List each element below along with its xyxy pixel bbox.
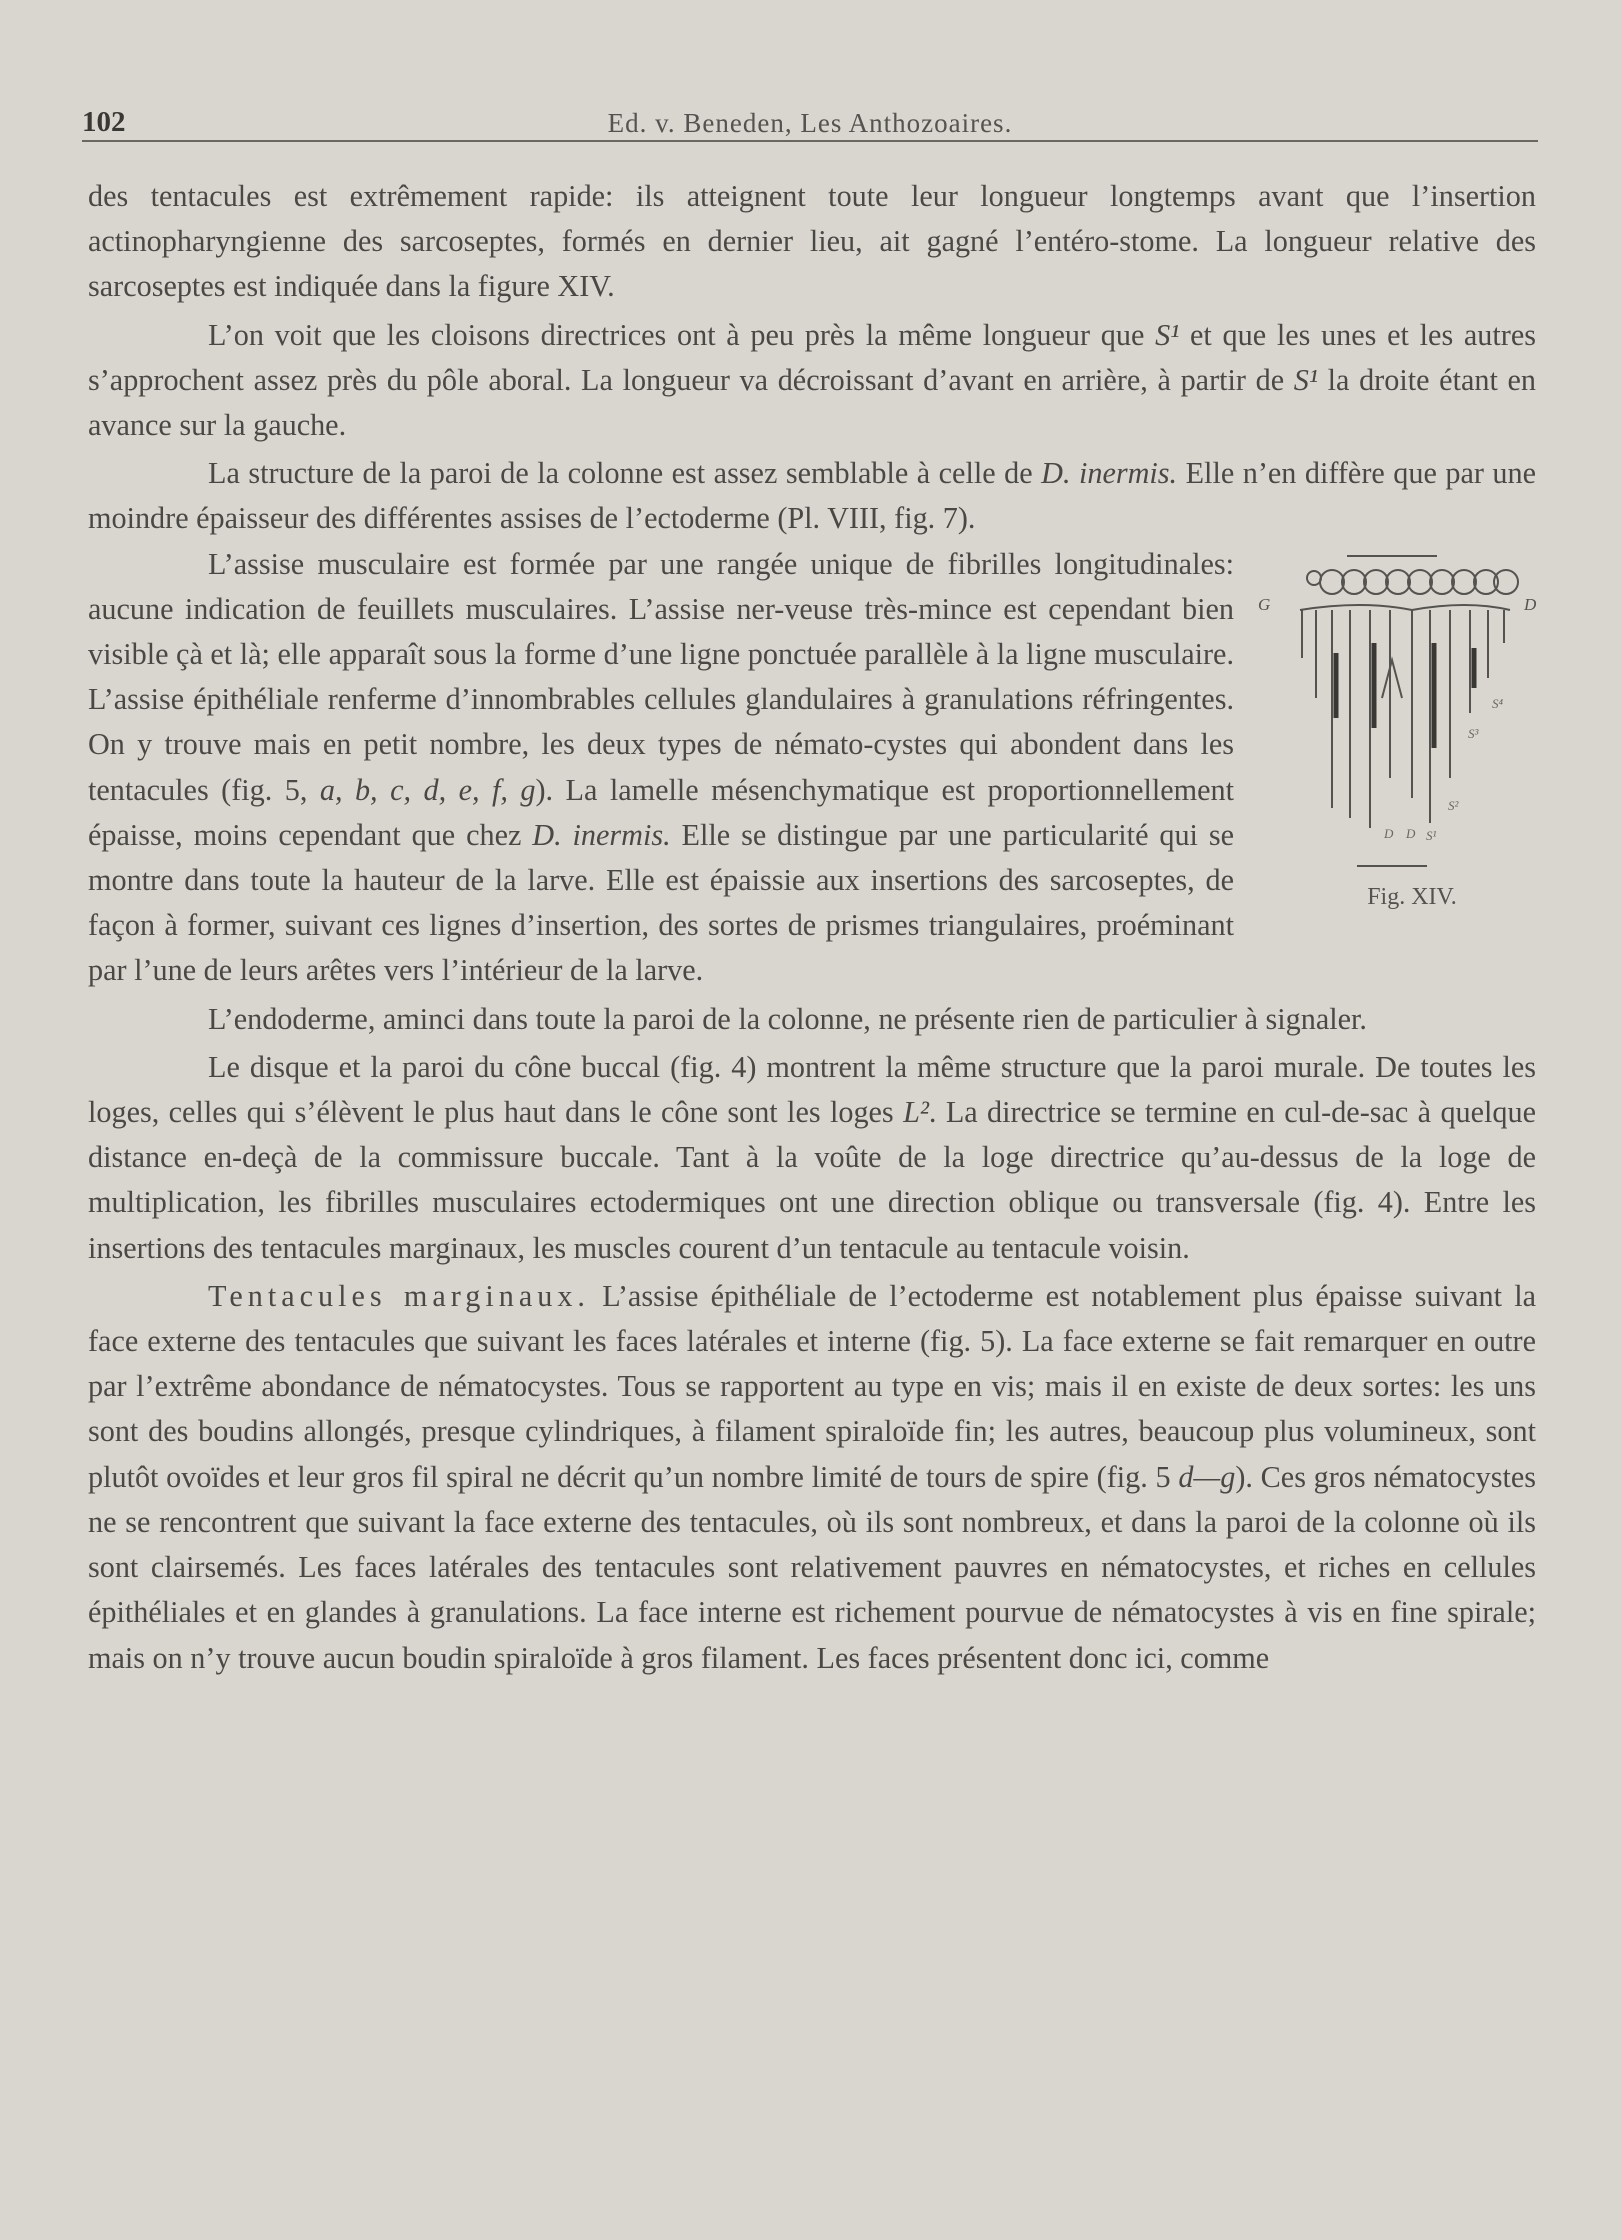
text-span: Elle n’en diffère que par une moindre épaisseur des différentes assises de l’ectoderme (Pl. VIII, fig. 7). xyxy=(88,456,1536,536)
page-header xyxy=(82,100,1538,144)
paragraph xyxy=(88,313,1536,449)
symbol: S¹ xyxy=(1155,317,1180,352)
section-heading: Tentacules marginaux. xyxy=(208,1278,590,1313)
text-span: des tentacules est extrêmement rapide: ils atteignent toute leur longueur longtemps avant que l’insertion actinopharyngienne des sarcoseptes, formés en dernier lieu, ait gagné l’entéro-stome. La longueur relative des sarcoseptes est indiquée dans la figure XIV. xyxy=(88,179,1536,304)
label-s4: S⁴ xyxy=(1492,695,1504,711)
label-d-right: D xyxy=(1406,825,1416,841)
text-span: Elle se distingue par une particularité qui se montre dans toute la hauteur de la larve. Elle est épaissie aux insertions des sarcoseptes, de façon à former, suivant ces lignes d’insertion, des sortes de prismes triangulaires, proéminant par l’une de leurs arêtes vers l’intérieur de la larve. xyxy=(88,817,1234,988)
italic-refs: d—g xyxy=(1178,1459,1236,1494)
species-name: D. inermis. xyxy=(532,817,671,852)
body-text xyxy=(88,174,1536,1681)
page-number: 102 xyxy=(82,106,126,138)
septa-lines xyxy=(1300,605,1510,828)
paragraph xyxy=(88,1045,1536,1271)
figure-caption: Fig. XIV. xyxy=(1367,883,1457,910)
species-name: D. inermis. xyxy=(1041,456,1178,491)
label-s1: S¹ xyxy=(1426,827,1437,843)
text-span: L’assise musculaire est formée par une rangée unique de fibrilles longitudinales: aucune indication de feuillets musculaires. L’assise ner-veuse très-mince est cependant bien visible çà et là; elle apparaît sous la forme d’une ligne ponctuée parallèle à la ligne musculaire. L’assise épithéliale renferme d’innombrables cellules glandulaires à granulations réfringentes. On y trouve mais en petit nombre, les deux types de némato-cystes qui abondent dans les tentacules (fig. 5, xyxy=(88,546,1234,807)
label-d: D xyxy=(1524,594,1537,614)
symbol: S¹ xyxy=(1293,362,1318,397)
text-span: ). Ces gros nématocystes ne se rencontrent que suivant la face externe des tentacules, où ils sont nombreux, et dans la paroi de la colonne où ils sont clairsemés. Les faces latérales des tentacules sont relativement pauvres en nématocystes, et riches en cellules épithéliales et en glandes à granulations. La face interne est richement pourvue de nématocystes à vis en fine spirale; mais on n’y trouve aucun boudin spiraloïde à gros filament. Les faces présentent donc ici, comme xyxy=(88,1459,1536,1675)
figure-xiv xyxy=(1252,548,1552,928)
label-s2: S² xyxy=(1448,797,1459,813)
text-span: La structure de la paroi de la colonne est assez semblable à celle de xyxy=(208,456,1042,491)
paragraph xyxy=(88,1274,1536,1681)
text-span: ). La lamelle mésenchymatique est proportionnellement épaisse, moins cependant que chez xyxy=(88,772,1234,852)
header-rule xyxy=(82,140,1538,142)
text-span: la droite étant en avance sur la gauche. xyxy=(88,362,1536,443)
text-span: L’assise épithéliale de l’ectoderme est notablement plus épaisse suivant la face externe des tentacules que suivant les faces latérales et interne (fig. 5). La face externe se fait remarquer en outre par l’extrême abondance de nématocystes. Tous se rapportent au type en vis; mais il en existe de deux sortes: les uns sont des boudins allongés, presque cylindriques, à filament spiraloïde fin; les autres, beaucoup plus volumineux, sont plutôt ovoïdes et leur gros fil spiral ne décrit qu’un nombre limité de tours de spire (fig. 5 xyxy=(88,1278,1536,1494)
text-span: L’on voit que les cloisons directrices ont à peu près la même longueur que xyxy=(208,317,1156,352)
paragraph xyxy=(88,451,1536,541)
paragraph xyxy=(88,174,1536,310)
label-g: G xyxy=(1258,594,1271,614)
text-span: L’endoderme, aminci dans toute la paroi de la colonne, ne présente rien de particulier à signaler. xyxy=(208,1001,1367,1036)
paragraph xyxy=(88,997,1536,1042)
italic-refs: a, b, c, d, e, f, g xyxy=(319,772,536,807)
text-span: et que les unes et les autres s’approchent assez près du pôle aboral. La longueur va décroissant d’avant en arrière, à partir de xyxy=(88,317,1536,397)
text-span: . La directrice se termine en cul-de-sac à quelque distance en-deçà de la commissure buccale. Tant à la voûte de la loge directrice qu’au-dessus de la loge de multiplication, les fibrilles musculaires ectodermiques ont une direction oblique ou transversale (fig. 4). Entre les insertions des tentacules marginaux, les muscles courent d’un tentacule au tentacule voisin. xyxy=(88,1095,1536,1265)
label-s3: S³ xyxy=(1468,725,1479,741)
septa-heavy xyxy=(1336,643,1474,748)
label-d-left: D xyxy=(1384,825,1394,841)
text-span: Le disque et la paroi du cône buccal (fig. 4) montrent la même structure que la paroi murale. De toutes les loges, celles qui s’élèvent le plus haut dans le cône sont les loges xyxy=(88,1049,1536,1130)
running-head: Ed. v. Beneden, Les Anthozoaires. xyxy=(607,108,1013,138)
septa-diagram xyxy=(1252,548,1552,888)
tentacle-row xyxy=(1307,570,1518,594)
symbol: L² xyxy=(903,1095,929,1130)
